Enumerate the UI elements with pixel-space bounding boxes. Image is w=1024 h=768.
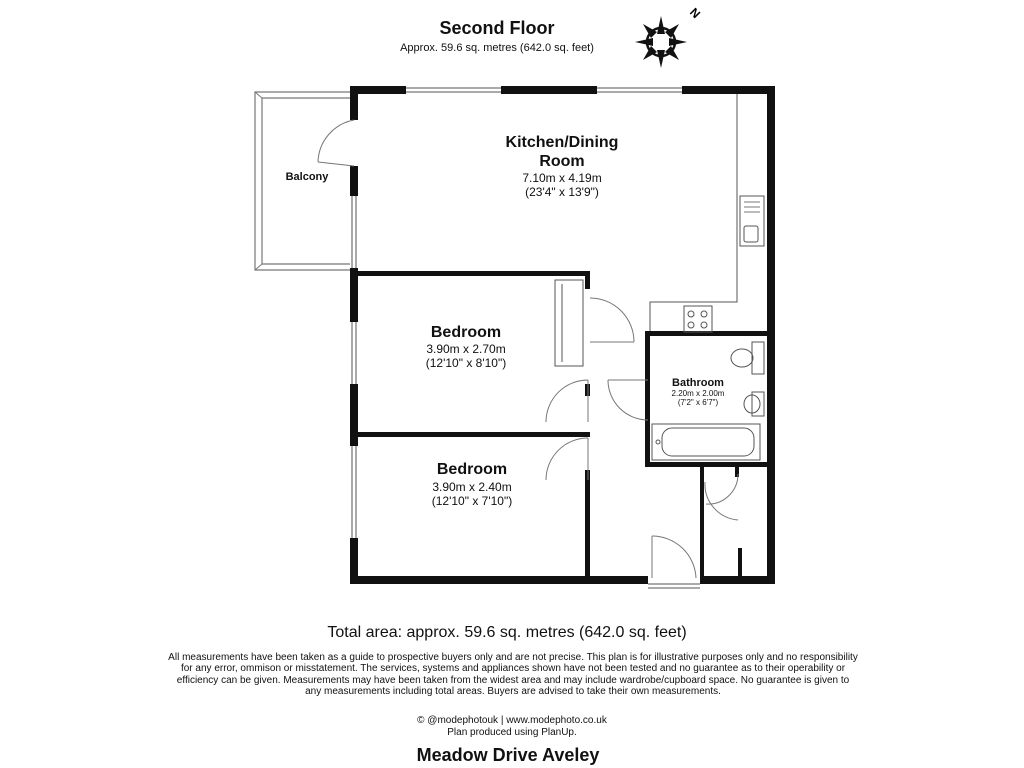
toilet-icon bbox=[731, 342, 764, 374]
door-bedroom2 bbox=[546, 438, 588, 480]
bedroom2-name: Bedroom bbox=[436, 461, 508, 478]
compass-north-label: N bbox=[687, 5, 704, 22]
window bbox=[597, 86, 682, 94]
kitchen-name-line1: Kitchen/Dining bbox=[505, 134, 619, 151]
property-address: Meadow Drive Aveley bbox=[416, 745, 600, 765]
floor-title: Second Floor bbox=[439, 18, 555, 38]
hob-icon bbox=[684, 306, 712, 332]
basin-icon bbox=[744, 392, 764, 416]
door-bedroom1 bbox=[546, 380, 588, 422]
bathroom-imperial: (7'2" x 6'7") bbox=[677, 398, 719, 407]
bedroom1-metric: 3.90m x 2.70m bbox=[426, 342, 506, 356]
wardrobe bbox=[555, 280, 583, 366]
bedroom2-metric: 3.90m x 2.40m bbox=[432, 480, 512, 494]
balcony-label: Balcony bbox=[285, 171, 329, 183]
bedroom2-imperial: (12'10" x 7'10") bbox=[431, 494, 513, 508]
credit-line: © @modephotouk | www.modephoto.co.uk bbox=[417, 715, 607, 726]
floor-area: Approx. 59.6 sq. metres (642.0 sq. feet) bbox=[400, 42, 594, 54]
sink-icon bbox=[740, 196, 764, 246]
bath-icon bbox=[652, 424, 760, 460]
kitchen-counter bbox=[650, 94, 764, 332]
door-entrance bbox=[648, 536, 700, 588]
kitchen-metric: 7.10m x 4.19m bbox=[522, 171, 602, 185]
bedroom1-name: Bedroom bbox=[430, 324, 502, 341]
bathroom-name: Bathroom bbox=[672, 377, 724, 389]
door-kitchen-hall bbox=[586, 289, 634, 342]
disclaimer-text: All measurements have been taken as a guide to prospective buyers only and are not precise. This plan is for illustrative purposes only and no responsibility for any error, ommison or misstatement. The services, systems and appliances shown have not been tested and no guarantee as to their operability or efficiency can be given. Measurements may have been taken from the widest area and may include wardrobe/cupboard space. No guarantee is given to any measurements including total areas. Buyers are advised to take their own measurements. bbox=[168, 652, 858, 698]
bathroom-metric: 2.20m x 2.00m bbox=[671, 389, 725, 398]
balcony-door bbox=[318, 120, 358, 166]
window bbox=[350, 446, 358, 538]
planup-credit: Plan produced using PlanUp. bbox=[447, 727, 577, 738]
total-area: Total area: approx. 59.6 sq. metres (642.0 sq. feet) bbox=[327, 624, 687, 641]
window bbox=[350, 196, 358, 268]
windows bbox=[350, 86, 682, 538]
compass-rose-icon bbox=[635, 16, 687, 68]
door-bathroom bbox=[608, 380, 648, 420]
window bbox=[350, 322, 358, 384]
bedroom1-imperial: (12'10" x 8'10") bbox=[425, 356, 507, 370]
window bbox=[406, 86, 501, 94]
kitchen-imperial: (23'4" x 13'9") bbox=[525, 185, 599, 199]
door-cupboard bbox=[705, 474, 738, 520]
kitchen-name-line2: Room bbox=[539, 153, 585, 170]
